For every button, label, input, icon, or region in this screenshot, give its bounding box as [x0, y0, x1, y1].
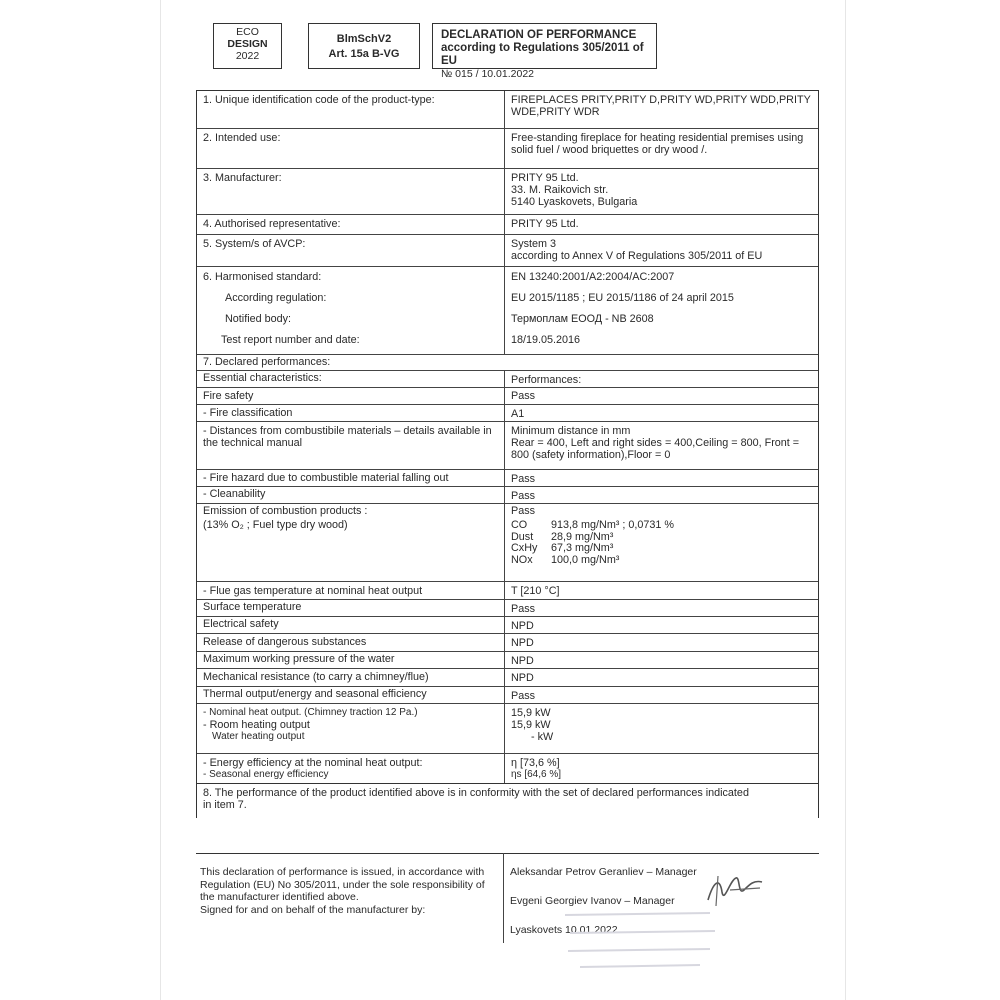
- seasonal-efficiency-value: ηs [64,6 %]: [511, 769, 562, 780]
- row-label: Surface temperature: [197, 600, 505, 616]
- declaration-title: DECLARATION OF PERFORMANCE: [441, 29, 637, 41]
- nox-value: 100,0 mg/Nm³: [551, 553, 620, 566]
- row-essential: [197, 371, 818, 388]
- row-value: Performances:: [511, 374, 582, 386]
- manufacturer-name: PRITY 95 Ltd.: [511, 172, 579, 184]
- row-energy-efficiency: [197, 754, 818, 784]
- regulation-label: According regulation:: [225, 292, 327, 304]
- energy-efficiency-value: η [73,6 %]: [511, 757, 560, 769]
- footer-signed-text: Signed for and on behalf of the manufacturer by:: [200, 903, 426, 916]
- eco-line2: DESIGN: [227, 38, 268, 50]
- footer-declaration-text: This declaration of performance is issued, in accordance with Regulation (EU) No 305/2011, under the sole responsibility of the manufacturer identified above.: [200, 866, 485, 903]
- emission-label: [197, 504, 505, 581]
- row-water-pressure: [197, 652, 818, 669]
- row-manufacturer: [197, 169, 818, 215]
- row-intended-use: [197, 129, 818, 169]
- row-cleanability: [197, 487, 818, 504]
- water-heating-label: Water heating output: [212, 731, 305, 742]
- row-distances: [197, 422, 818, 470]
- cxhy-value: 67,3 mg/Nm³: [551, 542, 614, 554]
- row-label: 2. Intended use:: [197, 129, 505, 168]
- footer-divider: [503, 853, 504, 943]
- row-value: [505, 235, 818, 266]
- nox-key: NOx: [511, 553, 533, 566]
- row-dangerous: [197, 634, 818, 652]
- row-value: Pass: [511, 390, 536, 402]
- water-heating-value: - kW: [531, 731, 554, 743]
- seasonal-efficiency-label: - Seasonal energy efficiency: [203, 769, 500, 781]
- declaration-number: № 015 / 10.01.2022: [441, 68, 535, 80]
- row-label: Release of dangerous substances: [197, 634, 505, 651]
- row-label: - Flue gas temperature at nominal heat output: [197, 582, 505, 599]
- row-value: [505, 169, 818, 214]
- blm-line1: BlmSchV2: [336, 33, 392, 45]
- eco-design-box: [213, 23, 282, 69]
- row-fire-safety: [197, 388, 818, 405]
- avcp-system: System 3: [511, 238, 557, 250]
- row-flue-gas: [197, 582, 818, 600]
- regulation-value: EU 2015/1185 ; EU 2015/1186 of 24 april 2015: [511, 292, 734, 304]
- declaration-title-box: [432, 23, 657, 80]
- row-value: Pass: [511, 690, 536, 702]
- room-heating-value: 15,9 kW: [511, 719, 551, 731]
- distance-heading: Minimum distance in mm: [511, 425, 631, 437]
- manufacturer-city: 5140 Lyaskovets, Bulgaria: [511, 196, 638, 208]
- row-value: Pass: [511, 603, 536, 615]
- row-fire-classification: [197, 405, 818, 422]
- row-value: NPD: [511, 620, 534, 632]
- harmonised-standard: EN 13240:2001/A2:2004/AC:2007: [511, 271, 675, 283]
- row-value: Pass: [511, 490, 536, 502]
- nominal-heat-labels: [197, 704, 505, 753]
- avcp-annex: according to Annex V of Regulations 305/2011 of EU: [511, 250, 763, 262]
- row-authorised-rep: [197, 215, 818, 235]
- row-value: [505, 422, 818, 469]
- row-electrical: [197, 617, 818, 634]
- row-label: Essential characteristics:: [197, 371, 505, 387]
- row-identification: [197, 91, 818, 129]
- harmonised-values: [505, 267, 818, 354]
- row-declared-performances: [197, 355, 818, 371]
- signature: [700, 870, 770, 910]
- row-value: Free-standing fireplace for heating residential premises using solid fuel / wood briquettes or dry wood /.: [511, 132, 804, 156]
- row-surface-temp: [197, 600, 818, 617]
- row-label: - Fire classification: [197, 405, 505, 421]
- nominal-heat-label: - Nominal heat output. (Chimney traction 12 Pa.): [203, 707, 500, 719]
- declaration-subtitle: according to Regulations 305/2011 of EU: [441, 42, 644, 67]
- row-emissions: [197, 504, 818, 582]
- emission-grid: [511, 520, 814, 566]
- page-edge-right: [845, 0, 846, 1000]
- footer-statement: [200, 866, 495, 916]
- room-heating-label: - Room heating output: [203, 719, 500, 731]
- co-value: 913,8 mg/Nm³ ; 0,0731 %: [551, 519, 675, 531]
- emission-label-line1: Emission of combustion products :: [203, 505, 368, 517]
- co-key: CO: [511, 519, 528, 531]
- row-fire-hazard: [197, 470, 818, 487]
- row-avcp: [197, 235, 818, 267]
- blm-line2: Art. 15a B-VG: [328, 48, 400, 60]
- row-label: 3. Manufacturer:: [197, 169, 505, 214]
- declaration-table: [196, 90, 819, 818]
- signatory-1: Aleksandar Petrov Geranliev – Manager: [510, 866, 697, 878]
- emission-values: [505, 504, 818, 581]
- emission-pass: Pass: [511, 505, 536, 517]
- section-heading: 7. Declared performances:: [203, 356, 331, 368]
- row-value: NPD: [511, 637, 534, 649]
- energy-efficiency-label: - Energy efficiency at the nominal heat output:: [203, 757, 500, 769]
- test-report-label: Test report number and date:: [221, 334, 360, 346]
- emission-label-line2: (13% O₂ ; Fuel type dry wood): [203, 519, 348, 531]
- blmschv-box: [308, 23, 420, 69]
- test-report-value: 18/19.05.2016: [511, 334, 581, 346]
- place-date: Lyaskovets 10.01.2022: [510, 924, 618, 936]
- conformity-statement: 8. The performance of the product identified above is in conformity with the set of declared performances indicated in item 7.: [203, 787, 749, 811]
- row-value: PRITY 95 Ltd.: [511, 218, 579, 230]
- row-label: 5. System/s of AVCP:: [197, 235, 505, 266]
- harmonised-label: 6. Harmonised standard:: [203, 271, 322, 283]
- row-label: Electrical safety: [197, 617, 505, 633]
- row-value: Pass: [511, 473, 536, 485]
- row-nominal-heat: [197, 704, 818, 754]
- row-label: 1. Unique identification code of the product-type:: [197, 91, 505, 128]
- dust-value: 28,9 mg/Nm³: [551, 530, 614, 543]
- row-value: NPD: [511, 655, 534, 667]
- row-label: 4. Authorised representative:: [197, 215, 505, 234]
- harmonised-labels: [197, 267, 505, 354]
- nominal-heat-value: 15,9 kW: [511, 707, 551, 719]
- footer-rule: [196, 853, 819, 854]
- row-label: Mechanical resistance (to carry a chimney/flue): [197, 669, 505, 686]
- energy-values: [505, 754, 818, 783]
- row-mechanical: [197, 669, 818, 687]
- notified-body-label: Notified body:: [225, 313, 292, 325]
- row-conformity: [197, 784, 818, 818]
- row-harmonised: [197, 267, 818, 355]
- row-value: FIREPLACES PRITY,PRITY D,PRITY WD,PRITY WDD,PRITY WDE,PRITY WDR: [511, 94, 811, 118]
- company-stamp: [560, 905, 720, 975]
- distance-details: Rear = 400, Left and right sides = 400,Ceiling = 800, Front = 800 (safety information),Floor = 0: [511, 437, 800, 461]
- row-label: - Fire hazard due to combustible material falling out: [197, 470, 505, 486]
- eco-line1: ECO: [236, 26, 259, 38]
- signatory-2: Evgeni Georgiev Ivanov – Manager: [510, 895, 675, 907]
- manufacturer-street: 33. M. Raikovich str.: [511, 184, 609, 196]
- row-label: Thermal output/energy and seasonal efficiency: [197, 687, 505, 703]
- notified-body-value: Термоплам ЕООД - NB 2608: [511, 313, 654, 325]
- row-value: NPD: [511, 672, 534, 684]
- nominal-heat-values: [505, 704, 818, 753]
- row-label: - Distances from combustibile materials – details available in the technical manual: [197, 422, 505, 469]
- dust-key: Dust: [511, 530, 534, 543]
- eco-line3: 2022: [235, 50, 260, 62]
- cxhy-key: CxHy: [511, 542, 538, 554]
- row-label: - Cleanability: [197, 487, 505, 503]
- energy-labels: [197, 754, 505, 783]
- row-value: T [210 °C]: [511, 585, 560, 597]
- row-value: A1: [511, 408, 525, 420]
- page-edge-left: [160, 0, 161, 1000]
- row-label: Fire safety: [197, 388, 505, 404]
- row-thermal: [197, 687, 818, 704]
- row-label: Maximum working pressure of the water: [197, 652, 505, 668]
